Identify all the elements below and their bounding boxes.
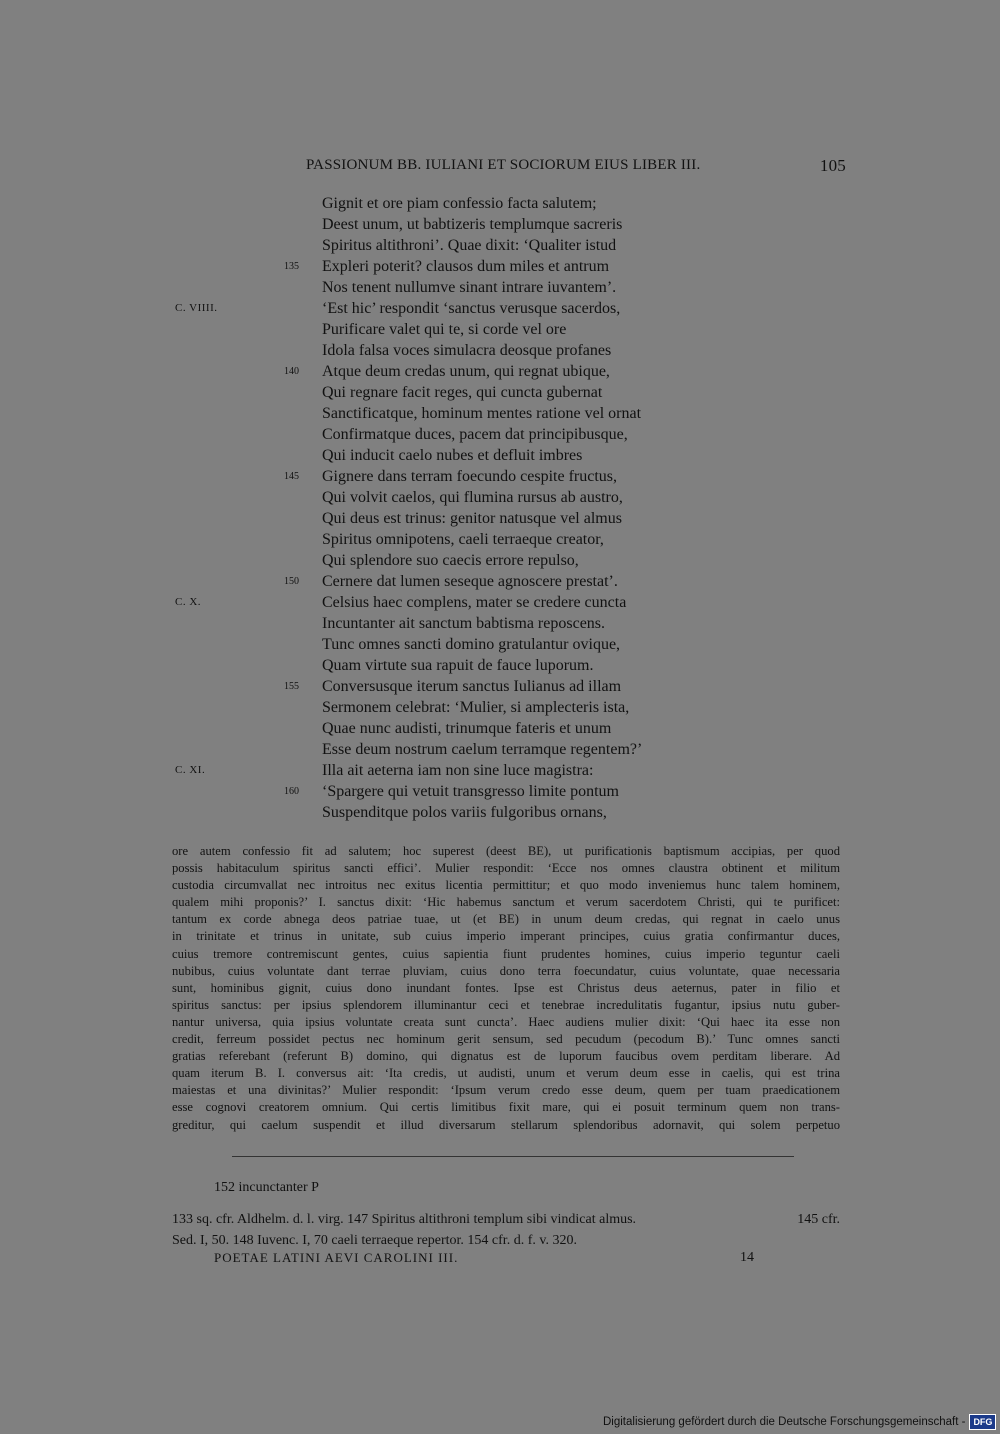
verse-line [0, 487, 1000, 508]
verse-line [0, 319, 1000, 340]
verse-text: Conversusque iterum sanctus Iulianus ad illam [322, 678, 622, 695]
funding-notice [603, 1413, 996, 1431]
verse-text: Suspenditque polos variis fulgoribus ornans, [322, 804, 607, 821]
verse-block [0, 193, 1000, 823]
chapter-marker: C. X. [175, 596, 202, 608]
chapter-marker: C. XI. [175, 764, 206, 776]
verse-line [0, 592, 1000, 613]
verse-text: Qui splendore suo caecis errore repulso, [322, 552, 579, 569]
verse-line [0, 550, 1000, 571]
series-title: POETAE LATINI AEVI CAROLINI III. [214, 1250, 459, 1265]
line-number: 145 [284, 471, 299, 482]
signature-mark: 14 [740, 1250, 754, 1265]
verse-text: Gignere dans terram foecundo cespite fructus, [322, 468, 617, 485]
source-footnote-line-2: Sed. I, 50. 148 Iuvenc. I, 70 caeli terraeque repertor. 154 cfr. d. f. v. 320. [172, 1233, 577, 1248]
prose-paraphrase [172, 843, 840, 1134]
source-footnote-left: 133 sq. cfr. Aldhelm. d. l. virg. 147 Spiritus altithroni templum sibi vindicat almus. [172, 1212, 637, 1227]
verse-line [0, 382, 1000, 403]
source-footnote-right: 145 cfr. [797, 1212, 840, 1227]
verse-line [0, 739, 1000, 760]
verse-text: Expleri poterit? clausos dum miles et antrum [322, 258, 610, 275]
verse-line [0, 445, 1000, 466]
prose-line: maiestas et una divinitas?’ Mulier respondit: ‘Ipsum verum credo esse deum, quem per tuam praedicationem [172, 1083, 840, 1098]
verse-text: Cernere dat lumen seseque agnoscere prestat’. [322, 573, 618, 590]
verse-line [0, 508, 1000, 529]
dfg-logo: DFG [969, 1414, 996, 1430]
verse-line [0, 235, 1000, 256]
prose-line: ore autem confessio fit ad salutem; hoc superest (deest BE), ut purificationis baptismum accipias, per quod [172, 844, 840, 858]
prose-line: tantum ex corde abnega deos patriae tuae, ut (et BE) in unum deum credas, qui regnat in caelo unus [172, 912, 840, 927]
page-number: 105 [819, 156, 846, 175]
prose-line: nubibus, cuius voluntate dant terrae pluviam, cuius dono terra foecundatur, cuius voluntate, quae necessaria [172, 963, 840, 978]
prose-line: esse cognovi creatorem omnium. Qui certis limitibus fixit mare, qui ei posuit terminum quem non trans- [172, 1100, 840, 1115]
line-number: 155 [284, 681, 299, 692]
verse-text: Sanctificatque, hominum mentes ratione vel ornat [322, 405, 642, 422]
verse-text: Atque deum credas unum, qui regnat ubique, [322, 363, 610, 380]
verse-text: Qui deus est trinus: genitor natusque vel almus [322, 510, 622, 527]
variant-footnote: 152 incunctanter P [214, 1180, 319, 1195]
prose-line: in trinitate et trinus in unitate, sub cuius imperio imperant principes, cuius gratia confirmantur duces, [172, 929, 840, 944]
verse-line [0, 340, 1000, 361]
verse-text: Spiritus altithroni’. Quae dixit: ‘Qualiter istud [322, 237, 617, 254]
verse-line [0, 697, 1000, 718]
verse-text: Idola falsa voces simulacra deosque profanes [322, 342, 612, 359]
prose-line: spiritus sanctus: per ipsius splendorem illuminantur ceci et tenebrae incredulitatis fugantur, ipsius nutu guber- [172, 997, 840, 1012]
verse-line [0, 214, 1000, 235]
verse-text: Tunc omnes sancti domino gratulantur ovique, [322, 636, 621, 653]
verse-text: Deest unum, ut babtizeris templumque sacreris [322, 216, 623, 233]
verse-line [0, 361, 1000, 382]
verse-text: Purificare valet qui te, si corde vel ore [322, 321, 567, 338]
line-number: 160 [284, 786, 299, 797]
verse-line [0, 193, 1000, 214]
verse-line [0, 466, 1000, 487]
prose-line: sunt, hominibus gignit, cuius dono inundant fontes. Ipse est Christus deus aeternus, pater in filio et [172, 980, 840, 995]
prose-line: nantur universa, quia ipsius voluntate creata sunt cuncta’. Haec audiens mulier dixit: ‘Qui haec ita esse non [172, 1014, 840, 1029]
verse-text: Celsius haec complens, mater se credere cuncta [322, 594, 627, 611]
verse-text: ‘Est hic’ respondit ‘sanctus verusque sacerdos, [322, 300, 621, 317]
verse-line [0, 634, 1000, 655]
funding-text: Digitalisierung gefördert durch die Deutsche Forschungsgemeinschaft - [603, 1416, 966, 1428]
verse-text: Confirmatque duces, pacem dat principibusque, [322, 426, 628, 443]
verse-text: Nos tenent nullumve sinant intrare iuvantem’. [322, 279, 617, 296]
prose-line: cuius tremore contremiscunt gentes, cuius sapientia fiunt prudentes homines, cuius imperio teguntur caeli [172, 946, 840, 961]
verse-text: Illa ait aeterna iam non sine luce magistra: [322, 762, 594, 779]
verse-text: Spiritus omnipotens, caeli terraeque creator, [322, 531, 604, 548]
verse-text: Incuntanter ait sanctum babtisma reposcens. [322, 615, 606, 632]
verse-text: ‘Spargere qui vetuit transgresso limite pontum [322, 783, 619, 800]
verse-text: Esse deum nostrum caelum terramque regentem?’ [322, 741, 643, 758]
chapter-marker: C. VIIII. [175, 302, 218, 314]
verse-line [0, 571, 1000, 592]
running-header [306, 157, 846, 179]
verse-line [0, 529, 1000, 550]
verse-text: Qui regnare facit reges, qui cuncta gubernat [322, 384, 603, 401]
verse-line [0, 403, 1000, 424]
verse-text: Qui inducit caelo nubes et defluit imbres [322, 447, 583, 464]
verse-line [0, 781, 1000, 802]
line-number: 140 [284, 366, 299, 377]
verse-text: Qui volvit caelos, qui flumina rursus ab austro, [322, 489, 623, 506]
prose-line: qualem mihi proponis?’ I. sanctus dixit: ‘Hic habemus sanctum et verum sacerdotem Christi, qui te purificet: [172, 895, 840, 910]
source-footnotes [172, 1209, 840, 1251]
verse-text: Quae nunc audisti, trinumque fateris et unum [322, 720, 612, 737]
verse-text: Sermonem celebrat: ‘Mulier, si amplecteris ista, [322, 699, 630, 716]
running-title: PASSIONUM BB. IULIANI ET SOCIORUM EIUS LIBER III. [306, 157, 701, 173]
footnote-divider [232, 1156, 794, 1157]
prose-line: custodia circumvallat nec introitus nec exitus licentia permittitur; et quo modo inveniemus hunc talem hominem, [172, 878, 840, 893]
prose-line: gratias referebant (referunt B) domino, qui dignatus est de luporum faucibus ovem perditam liberare. Ad [172, 1049, 840, 1064]
prose-line: possis habitaculum spiritus sancti effici’. Mulier respondit: ‘Ecce nos omnes claustra obtinent et militum [172, 861, 840, 876]
verse-line [0, 256, 1000, 277]
verse-line [0, 802, 1000, 823]
verse-line [0, 718, 1000, 739]
verse-line [0, 424, 1000, 445]
verse-line [0, 676, 1000, 697]
verse-line [0, 277, 1000, 298]
prose-line: quam iterum B. I. conversus ait: ‘Ita credis, ut audisti, unum et verum deum esse in caelis, qui est trina [172, 1066, 840, 1081]
line-number: 150 [284, 576, 299, 587]
verse-text: Gignit et ore piam confessio facta salutem; [322, 195, 597, 212]
line-number: 135 [284, 261, 299, 272]
source-footnote-line [172, 1209, 840, 1230]
verse-line [0, 613, 1000, 634]
verse-line [0, 298, 1000, 319]
verse-text: Quam virtute sua rapuit de fauce luporum. [322, 657, 594, 674]
prose-line: credit, ferreum possidet pectus nec hominum gerit sensum, sed pecudum (pecodum B).’ Tunc omnes sancti [172, 1032, 840, 1047]
verse-line [0, 655, 1000, 676]
prose-line: greditur, qui caelum suspendit et illud diversarum stellarum splendoribus adornavit, qui solem perpetuo [172, 1117, 840, 1132]
verse-line [0, 760, 1000, 781]
